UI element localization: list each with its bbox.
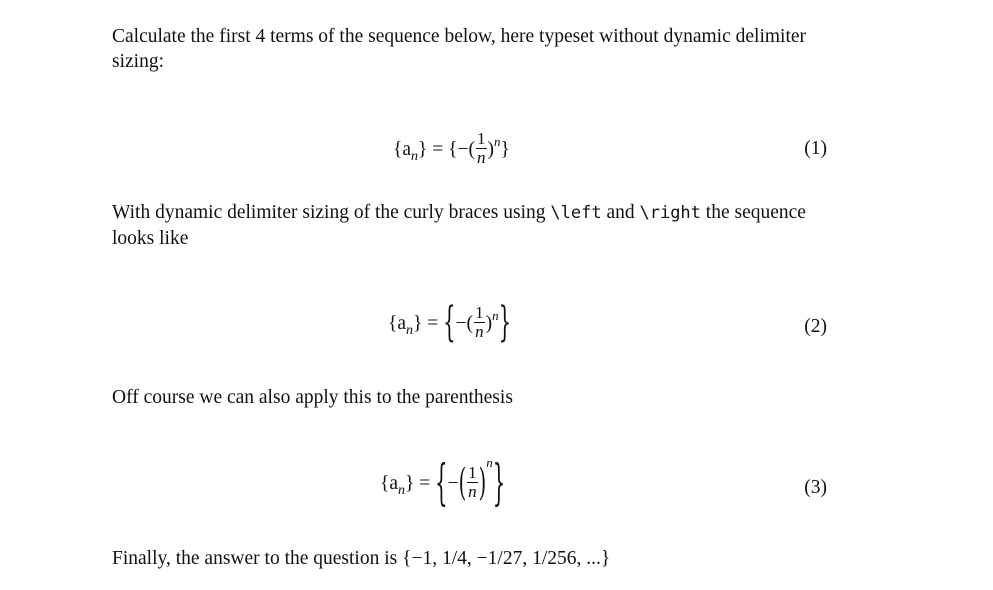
eq2-fraction (474, 304, 485, 341)
eq3-lhs-open: {a (380, 472, 399, 494)
eq2-numerator: 1 (475, 303, 484, 322)
eq3-lhs-sub: n (398, 482, 406, 498)
eq2-paren-close: ) (485, 312, 493, 334)
eq1-exponent: n (494, 133, 501, 149)
eq3-big-open-brace: { (435, 453, 448, 512)
paren-paragraph: Off course we can also apply this to the parenthesis (112, 387, 513, 408)
eq3-exponent: n (486, 454, 493, 470)
eq2-big-open-brace: { (443, 298, 456, 347)
eq1-rhs-close: } (500, 138, 510, 160)
intro-paragraph: Calculate the first 4 terms of the sequence below, here typeset without dynamic delimiter sizing: (112, 26, 807, 72)
eq3-lhs-close: } (405, 472, 415, 494)
cmd-right-code: \right (639, 203, 701, 223)
eq1-numerator: 1 (477, 129, 486, 148)
eq3-fraction (467, 464, 478, 501)
eq3-minus: − (447, 472, 459, 494)
equation-number-3: (3) (804, 477, 827, 498)
eq1-lhs-sub: n (411, 148, 419, 164)
eq2-exponent: n (492, 307, 499, 323)
eq2-big-close-brace: } (498, 298, 511, 347)
eq2-lhs-sub: n (406, 322, 414, 338)
eq3-big-close-paren: ) (478, 460, 487, 505)
eq3-big-open-paren: ( (458, 460, 467, 505)
dynamic-suffix-text: the sequence looks like (112, 202, 806, 249)
eq2-lhs-open: {a (388, 312, 407, 334)
eq1-rhs-paren-close: ) (487, 138, 494, 160)
eq2-minus-paren: −( (455, 312, 474, 334)
eq3-big-close-brace: } (492, 453, 506, 512)
eq1-denominator: n (477, 148, 486, 167)
eq1-fraction (476, 130, 487, 167)
answer-prefix-text: Finally, the answer to the question is (112, 548, 403, 569)
equation-3 (380, 453, 506, 512)
eq1-rhs-open: {−( (448, 138, 475, 160)
dynamic-paragraph (112, 200, 828, 251)
eq3-numerator: 1 (468, 463, 477, 482)
equation-2 (388, 298, 511, 347)
equation-1 (393, 129, 510, 169)
eq1-lhs-open: {a (393, 138, 412, 160)
eq2-lhs-close: } (413, 312, 423, 334)
dynamic-prefix-text: With dynamic delimiter sizing of the curly braces using (112, 202, 551, 223)
cmd-left-code: \left (550, 203, 602, 223)
eq3-denominator: n (468, 482, 477, 501)
equation-number-1: (1) (804, 138, 827, 159)
eq2-equals: = (427, 312, 439, 334)
answer-set: {−1, 1/4, −1/27, 1/256, ...} (402, 548, 611, 569)
eq1-lhs-close: } (418, 138, 428, 160)
dynamic-and-text: and (601, 202, 640, 223)
eq2-denominator: n (475, 322, 484, 341)
eq3-equals: = (419, 472, 431, 494)
equation-number-2: (2) (804, 316, 827, 337)
answer-paragraph (112, 546, 828, 571)
eq1-equals: = (432, 138, 444, 160)
